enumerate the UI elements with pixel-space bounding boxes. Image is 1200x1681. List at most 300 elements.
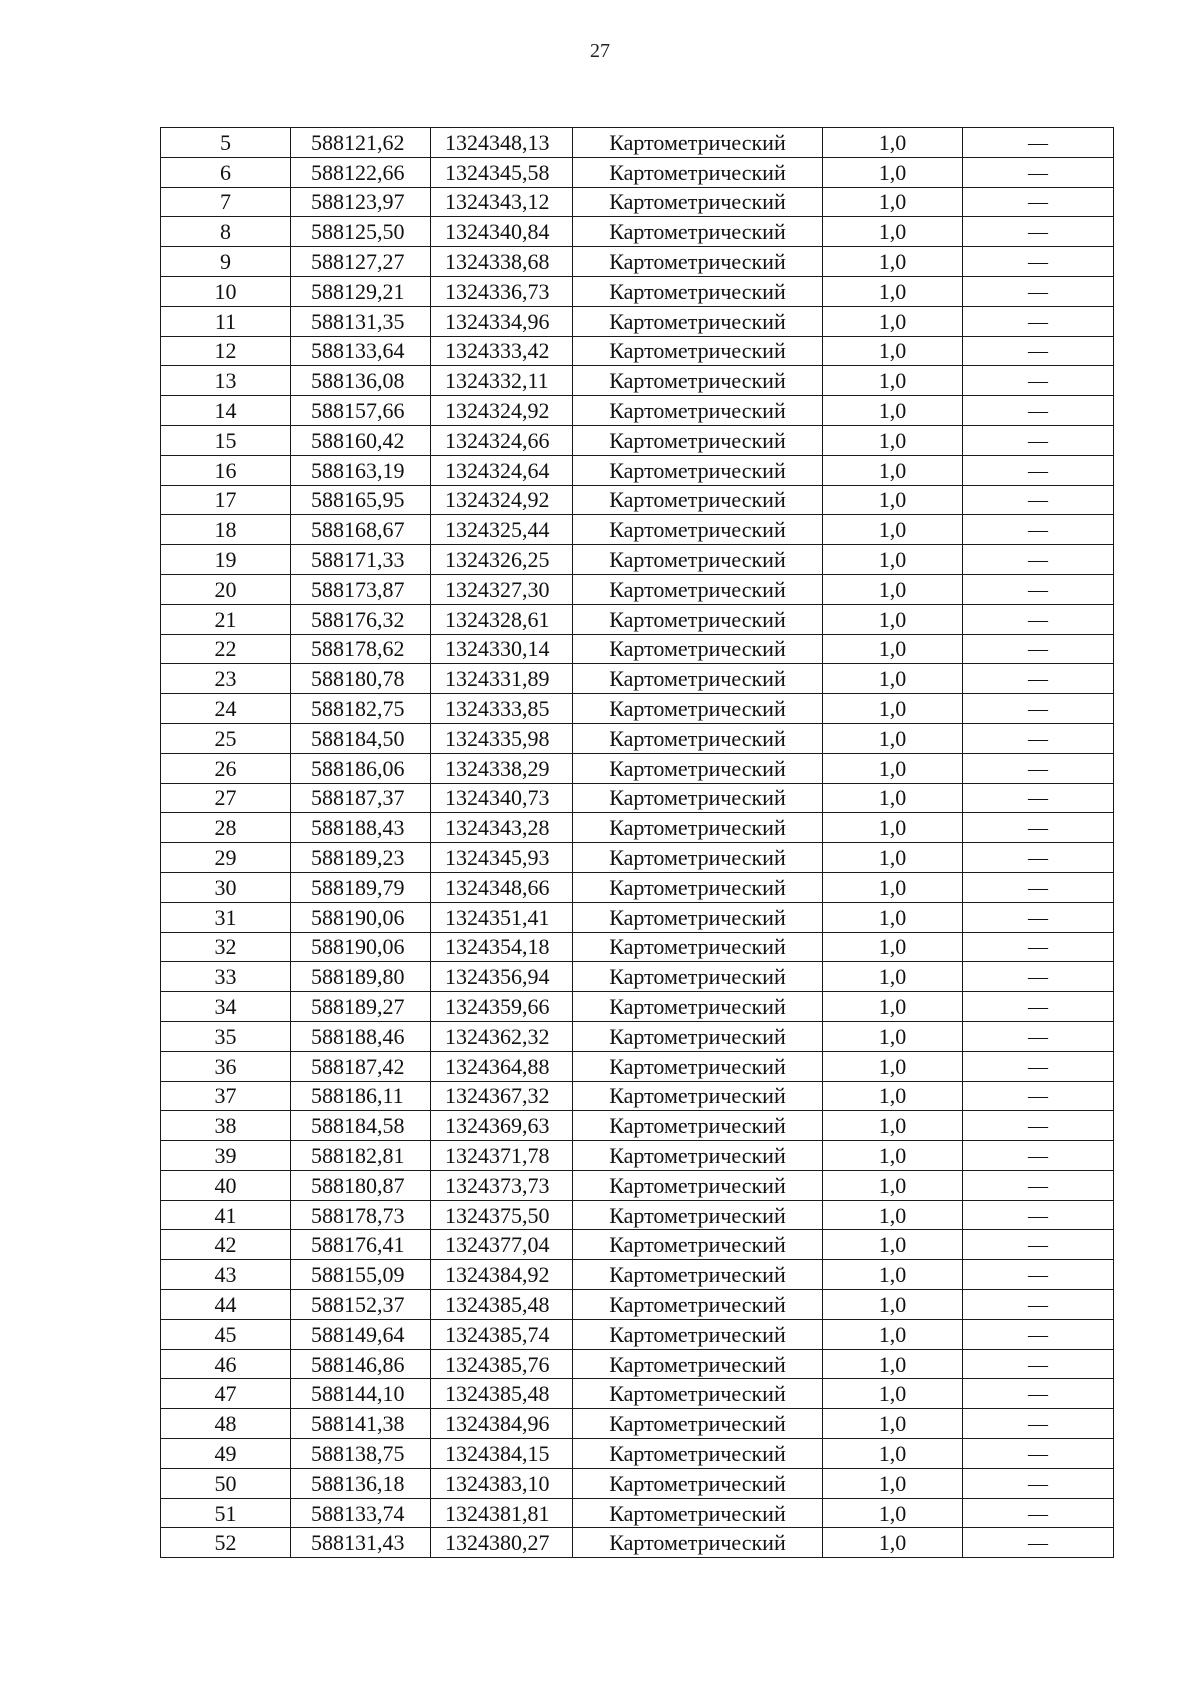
point-number-cell: 9 [161,247,291,277]
y-coordinate-cell: 1324331,89 [431,664,573,694]
point-number-cell: 34 [161,992,291,1022]
accuracy-cell: 1,0 [823,1230,963,1260]
accuracy-cell: 1,0 [823,723,963,753]
note-cell: — [963,813,1114,843]
y-coordinate-cell: 1324371,78 [431,1141,573,1171]
accuracy-cell: 1,0 [823,813,963,843]
x-coordinate-cell: 588188,43 [291,813,431,843]
table-row [161,1200,1114,1230]
table-row [161,366,1114,396]
y-coordinate-cell: 1324348,66 [431,872,573,902]
note-cell: — [963,396,1114,426]
point-number-cell: 43 [161,1260,291,1290]
note-cell: — [963,306,1114,336]
table-row [161,753,1114,783]
table-row [161,485,1114,515]
y-coordinate-cell: 1324324,66 [431,425,573,455]
method-cell: Картометрический [573,1141,823,1171]
point-number-cell: 25 [161,723,291,753]
note-cell: — [963,1200,1114,1230]
table-row [161,1498,1114,1528]
method-cell: Картометрический [573,1319,823,1349]
accuracy-cell: 1,0 [823,336,963,366]
coordinates-table-body [161,128,1114,1558]
method-cell: Картометрический [573,1230,823,1260]
x-coordinate-cell: 588133,64 [291,336,431,366]
accuracy-cell: 1,0 [823,574,963,604]
note-cell: — [963,1319,1114,1349]
method-cell: Картометрический [573,1200,823,1230]
point-number-cell: 38 [161,1111,291,1141]
accuracy-cell: 1,0 [823,425,963,455]
method-cell: Картометрический [573,1498,823,1528]
note-cell: — [963,1021,1114,1051]
method-cell: Картометрический [573,545,823,575]
note-cell: — [963,723,1114,753]
method-cell: Картометрический [573,902,823,932]
method-cell: Картометрический [573,1290,823,1320]
method-cell: Картометрический [573,1170,823,1200]
point-number-cell: 51 [161,1498,291,1528]
point-number-cell: 13 [161,366,291,396]
note-cell: — [963,574,1114,604]
point-number-cell: 10 [161,276,291,306]
method-cell: Картометрический [573,1111,823,1141]
y-coordinate-cell: 1324364,88 [431,1051,573,1081]
method-cell: Картометрический [573,992,823,1022]
accuracy-cell: 1,0 [823,992,963,1022]
page-number: 27 [590,40,610,62]
y-coordinate-cell: 1324340,84 [431,217,573,247]
method-cell: Картометрический [573,932,823,962]
accuracy-cell: 1,0 [823,276,963,306]
x-coordinate-cell: 588149,64 [291,1319,431,1349]
note-cell: — [963,1409,1114,1439]
note-cell: — [963,634,1114,664]
table-row [161,1409,1114,1439]
table-row [161,1290,1114,1320]
x-coordinate-cell: 588178,62 [291,634,431,664]
y-coordinate-cell: 1324343,28 [431,813,573,843]
table-row [161,664,1114,694]
x-coordinate-cell: 588157,66 [291,396,431,426]
method-cell: Картометрический [573,247,823,277]
accuracy-cell: 1,0 [823,843,963,873]
method-cell: Картометрический [573,694,823,724]
method-cell: Картометрический [573,187,823,217]
point-number-cell: 23 [161,664,291,694]
x-coordinate-cell: 588168,67 [291,515,431,545]
x-coordinate-cell: 588122,66 [291,157,431,187]
method-cell: Картометрический [573,515,823,545]
y-coordinate-cell: 1324384,96 [431,1409,573,1439]
note-cell: — [963,455,1114,485]
table-row [161,545,1114,575]
x-coordinate-cell: 588176,32 [291,604,431,634]
x-coordinate-cell: 588144,10 [291,1379,431,1409]
point-number-cell: 15 [161,425,291,455]
accuracy-cell: 1,0 [823,306,963,336]
accuracy-cell: 1,0 [823,1319,963,1349]
table-row [161,1439,1114,1469]
point-number-cell: 16 [161,455,291,485]
note-cell: — [963,1468,1114,1498]
table-row [161,455,1114,485]
note-cell: — [963,932,1114,962]
y-coordinate-cell: 1324325,44 [431,515,573,545]
point-number-cell: 48 [161,1409,291,1439]
point-number-cell: 35 [161,1021,291,1051]
y-coordinate-cell: 1324385,48 [431,1290,573,1320]
y-coordinate-cell: 1324383,10 [431,1468,573,1498]
point-number-cell: 52 [161,1528,291,1558]
point-number-cell: 7 [161,187,291,217]
method-cell: Картометрический [573,753,823,783]
x-coordinate-cell: 588123,97 [291,187,431,217]
x-coordinate-cell: 588165,95 [291,485,431,515]
note-cell: — [963,1349,1114,1379]
accuracy-cell: 1,0 [823,217,963,247]
y-coordinate-cell: 1324326,25 [431,545,573,575]
x-coordinate-cell: 588189,80 [291,962,431,992]
method-cell: Картометрический [573,425,823,455]
x-coordinate-cell: 588163,19 [291,455,431,485]
table-row [161,1379,1114,1409]
table-row [161,396,1114,426]
method-cell: Картометрический [573,1260,823,1290]
note-cell: — [963,515,1114,545]
accuracy-cell: 1,0 [823,1349,963,1379]
accuracy-cell: 1,0 [823,515,963,545]
method-cell: Картометрический [573,962,823,992]
x-coordinate-cell: 588152,37 [291,1290,431,1320]
table-row [161,187,1114,217]
x-coordinate-cell: 588155,09 [291,1260,431,1290]
x-coordinate-cell: 588133,74 [291,1498,431,1528]
y-coordinate-cell: 1324338,68 [431,247,573,277]
note-cell: — [963,872,1114,902]
x-coordinate-cell: 588146,86 [291,1349,431,1379]
table-row [161,157,1114,187]
point-number-cell: 32 [161,932,291,962]
table-row [161,276,1114,306]
y-coordinate-cell: 1324335,98 [431,723,573,753]
note-cell: — [963,1439,1114,1469]
note-cell: — [963,783,1114,813]
accuracy-cell: 1,0 [823,247,963,277]
y-coordinate-cell: 1324385,48 [431,1379,573,1409]
point-number-cell: 50 [161,1468,291,1498]
point-number-cell: 6 [161,157,291,187]
y-coordinate-cell: 1324343,12 [431,187,573,217]
table-row [161,992,1114,1022]
x-coordinate-cell: 588178,73 [291,1200,431,1230]
x-coordinate-cell: 588182,75 [291,694,431,724]
note-cell: — [963,425,1114,455]
y-coordinate-cell: 1324340,73 [431,783,573,813]
y-coordinate-cell: 1324351,41 [431,902,573,932]
table-row [161,1230,1114,1260]
table-row [161,783,1114,813]
point-number-cell: 40 [161,1170,291,1200]
accuracy-cell: 1,0 [823,753,963,783]
note-cell: — [963,1260,1114,1290]
x-coordinate-cell: 588176,41 [291,1230,431,1260]
coordinates-table [160,127,1114,1558]
x-coordinate-cell: 588189,79 [291,872,431,902]
note-cell: — [963,217,1114,247]
accuracy-cell: 1,0 [823,366,963,396]
point-number-cell: 11 [161,306,291,336]
point-number-cell: 36 [161,1051,291,1081]
point-number-cell: 17 [161,485,291,515]
x-coordinate-cell: 588121,62 [291,128,431,158]
x-coordinate-cell: 588190,06 [291,932,431,962]
note-cell: — [963,1170,1114,1200]
accuracy-cell: 1,0 [823,1170,963,1200]
x-coordinate-cell: 588127,27 [291,247,431,277]
accuracy-cell: 1,0 [823,1498,963,1528]
table-row [161,217,1114,247]
y-coordinate-cell: 1324333,85 [431,694,573,724]
note-cell: — [963,1111,1114,1141]
point-number-cell: 14 [161,396,291,426]
table-row [161,634,1114,664]
y-coordinate-cell: 1324333,42 [431,336,573,366]
table-row [161,1260,1114,1290]
x-coordinate-cell: 588189,23 [291,843,431,873]
method-cell: Картометрический [573,634,823,664]
method-cell: Картометрический [573,723,823,753]
method-cell: Картометрический [573,366,823,396]
table-row [161,1021,1114,1051]
y-coordinate-cell: 1324362,32 [431,1021,573,1051]
note-cell: — [963,247,1114,277]
x-coordinate-cell: 588136,18 [291,1468,431,1498]
x-coordinate-cell: 588180,78 [291,664,431,694]
note-cell: — [963,604,1114,634]
accuracy-cell: 1,0 [823,962,963,992]
table-row [161,128,1114,158]
accuracy-cell: 1,0 [823,932,963,962]
method-cell: Картометрический [573,455,823,485]
accuracy-cell: 1,0 [823,187,963,217]
table-row [161,1319,1114,1349]
y-coordinate-cell: 1324369,63 [431,1111,573,1141]
y-coordinate-cell: 1324385,74 [431,1319,573,1349]
note-cell: — [963,1230,1114,1260]
table-row [161,247,1114,277]
note-cell: — [963,992,1114,1022]
y-coordinate-cell: 1324328,61 [431,604,573,634]
accuracy-cell: 1,0 [823,1260,963,1290]
y-coordinate-cell: 1324385,76 [431,1349,573,1379]
note-cell: — [963,157,1114,187]
note-cell: — [963,1051,1114,1081]
x-coordinate-cell: 588186,11 [291,1081,431,1111]
method-cell: Картометрический [573,485,823,515]
accuracy-cell: 1,0 [823,1409,963,1439]
table-row [161,902,1114,932]
method-cell: Картометрический [573,872,823,902]
method-cell: Картометрический [573,336,823,366]
y-coordinate-cell: 1324334,96 [431,306,573,336]
x-coordinate-cell: 588182,81 [291,1141,431,1171]
accuracy-cell: 1,0 [823,485,963,515]
point-number-cell: 47 [161,1379,291,1409]
accuracy-cell: 1,0 [823,396,963,426]
accuracy-cell: 1,0 [823,157,963,187]
method-cell: Картометрический [573,1528,823,1558]
method-cell: Картометрический [573,157,823,187]
x-coordinate-cell: 588141,38 [291,1409,431,1439]
x-coordinate-cell: 588190,06 [291,902,431,932]
accuracy-cell: 1,0 [823,1111,963,1141]
method-cell: Картометрический [573,843,823,873]
point-number-cell: 12 [161,336,291,366]
y-coordinate-cell: 1324345,93 [431,843,573,873]
point-number-cell: 45 [161,1319,291,1349]
y-coordinate-cell: 1324336,73 [431,276,573,306]
x-coordinate-cell: 588184,50 [291,723,431,753]
accuracy-cell: 1,0 [823,455,963,485]
y-coordinate-cell: 1324359,66 [431,992,573,1022]
accuracy-cell: 1,0 [823,1439,963,1469]
accuracy-cell: 1,0 [823,604,963,634]
accuracy-cell: 1,0 [823,545,963,575]
method-cell: Картометрический [573,1468,823,1498]
point-number-cell: 26 [161,753,291,783]
method-cell: Картометрический [573,1349,823,1379]
accuracy-cell: 1,0 [823,1379,963,1409]
table-row [161,604,1114,634]
table-row [161,1170,1114,1200]
point-number-cell: 24 [161,694,291,724]
point-number-cell: 46 [161,1349,291,1379]
method-cell: Картометрический [573,217,823,247]
x-coordinate-cell: 588184,58 [291,1111,431,1141]
point-number-cell: 27 [161,783,291,813]
point-number-cell: 18 [161,515,291,545]
note-cell: — [963,1290,1114,1320]
method-cell: Картометрический [573,1409,823,1439]
accuracy-cell: 1,0 [823,1290,963,1320]
note-cell: — [963,366,1114,396]
accuracy-cell: 1,0 [823,694,963,724]
accuracy-cell: 1,0 [823,664,963,694]
table-row [161,425,1114,455]
x-coordinate-cell: 588131,43 [291,1528,431,1558]
y-coordinate-cell: 1324356,94 [431,962,573,992]
method-cell: Картометрический [573,783,823,813]
y-coordinate-cell: 1324324,92 [431,485,573,515]
table-row [161,872,1114,902]
y-coordinate-cell: 1324348,13 [431,128,573,158]
method-cell: Картометрический [573,574,823,604]
accuracy-cell: 1,0 [823,1051,963,1081]
table-row [161,336,1114,366]
y-coordinate-cell: 1324377,04 [431,1230,573,1260]
method-cell: Картометрический [573,1021,823,1051]
method-cell: Картометрический [573,128,823,158]
point-number-cell: 41 [161,1200,291,1230]
note-cell: — [963,664,1114,694]
point-number-cell: 19 [161,545,291,575]
accuracy-cell: 1,0 [823,634,963,664]
y-coordinate-cell: 1324375,50 [431,1200,573,1230]
method-cell: Картометрический [573,813,823,843]
accuracy-cell: 1,0 [823,1468,963,1498]
table-row [161,723,1114,753]
y-coordinate-cell: 1324354,18 [431,932,573,962]
point-number-cell: 28 [161,813,291,843]
table-row [161,1528,1114,1558]
point-number-cell: 30 [161,872,291,902]
x-coordinate-cell: 588129,21 [291,276,431,306]
method-cell: Картометрический [573,276,823,306]
note-cell: — [963,336,1114,366]
accuracy-cell: 1,0 [823,1141,963,1171]
point-number-cell: 20 [161,574,291,604]
table-row [161,1051,1114,1081]
y-coordinate-cell: 1324381,81 [431,1498,573,1528]
table-row [161,813,1114,843]
point-number-cell: 42 [161,1230,291,1260]
y-coordinate-cell: 1324367,32 [431,1081,573,1111]
y-coordinate-cell: 1324324,64 [431,455,573,485]
y-coordinate-cell: 1324324,92 [431,396,573,426]
note-cell: — [963,902,1114,932]
x-coordinate-cell: 588125,50 [291,217,431,247]
method-cell: Картометрический [573,1439,823,1469]
x-coordinate-cell: 588186,06 [291,753,431,783]
point-number-cell: 31 [161,902,291,932]
note-cell: — [963,1379,1114,1409]
x-coordinate-cell: 588173,87 [291,574,431,604]
y-coordinate-cell: 1324380,27 [431,1528,573,1558]
x-coordinate-cell: 588180,87 [291,1170,431,1200]
note-cell: — [963,276,1114,306]
point-number-cell: 22 [161,634,291,664]
method-cell: Картометрический [573,306,823,336]
method-cell: Картометрический [573,604,823,634]
point-number-cell: 39 [161,1141,291,1171]
x-coordinate-cell: 588171,33 [291,545,431,575]
y-coordinate-cell: 1324373,73 [431,1170,573,1200]
note-cell: — [963,187,1114,217]
note-cell: — [963,1498,1114,1528]
method-cell: Картометрический [573,1379,823,1409]
table-row [161,694,1114,724]
x-coordinate-cell: 588131,35 [291,306,431,336]
accuracy-cell: 1,0 [823,902,963,932]
x-coordinate-cell: 588138,75 [291,1439,431,1469]
table-row [161,1141,1114,1171]
y-coordinate-cell: 1324345,58 [431,157,573,187]
x-coordinate-cell: 588188,46 [291,1021,431,1051]
accuracy-cell: 1,0 [823,872,963,902]
accuracy-cell: 1,0 [823,1021,963,1051]
note-cell: — [963,843,1114,873]
table-row [161,306,1114,336]
note-cell: — [963,545,1114,575]
point-number-cell: 21 [161,604,291,634]
y-coordinate-cell: 1324338,29 [431,753,573,783]
method-cell: Картометрический [573,396,823,426]
table-row [161,1111,1114,1141]
table-row [161,843,1114,873]
table-row [161,574,1114,604]
